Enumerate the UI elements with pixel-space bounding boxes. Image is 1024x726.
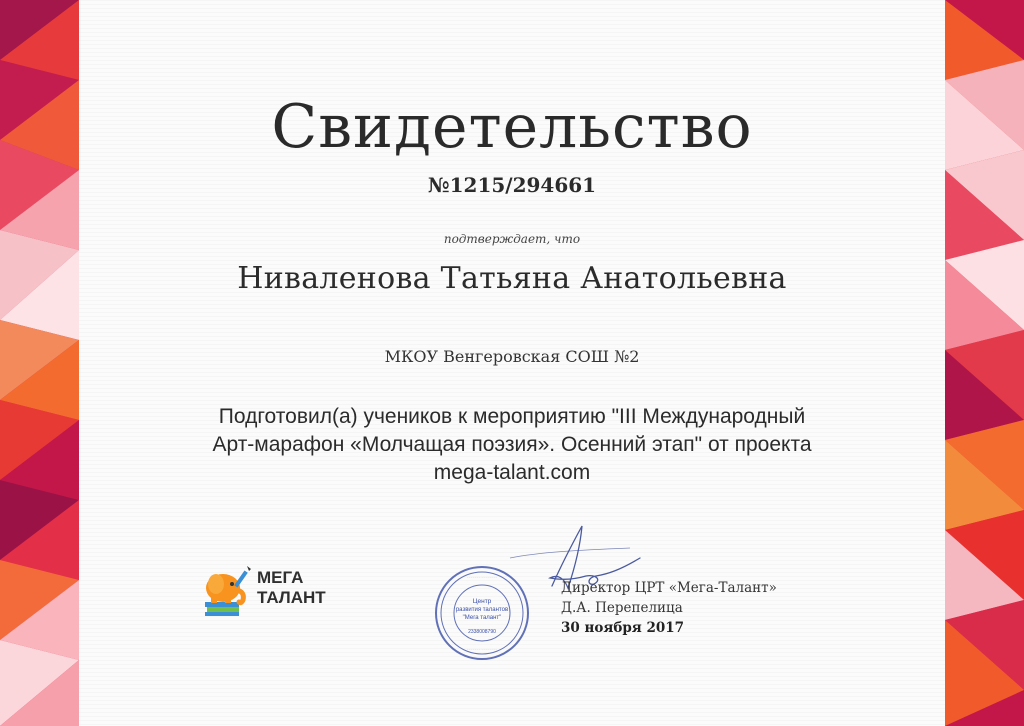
right-decorative-border (945, 0, 1024, 726)
achievement-description (179, 403, 845, 487)
signatory-name: Д.А. Перепелица (561, 600, 683, 616)
recipient-name: Ниваленова Татьяна Анатольевна (237, 261, 787, 296)
svg-text:· · · · · · · · · · · · · · ·: · · · · · · · · · · · · · · · (467, 576, 497, 580)
certificate-number: №1215/294661 (427, 173, 597, 197)
confirms-text: подтверждает, что (443, 232, 581, 246)
school-name: МКОУ Венгеровская СОШ №2 (384, 347, 640, 366)
left-decorative-border (0, 0, 79, 726)
description-line: Подготовил(а) учеников к мероприятию "III Международный (218, 405, 806, 428)
logo-line: МЕГА (257, 568, 304, 587)
issue-date: 30 ноября 2017 (561, 620, 685, 636)
logo-line: ТАЛАНТ (257, 588, 326, 607)
stamp-text: Центр (472, 598, 492, 605)
description-line: Арт-марафон «Молчащая поэзия». Осенний этап" от проекта (212, 433, 812, 456)
svg-text:· · · · · · · · · · · · · · ·: · · · · · · · · · · · · · · · (467, 648, 497, 652)
mega-talant-logo (199, 560, 339, 620)
stamp-text: развития талантов (455, 607, 509, 613)
description-line: mega-talant.com (433, 461, 591, 484)
logo-text (257, 568, 326, 608)
stamp-text: 2338008790 (468, 629, 496, 635)
signatory-position: Директор ЦРТ «Мега-Талант» (561, 580, 777, 596)
elephant-icon (199, 562, 257, 618)
signatory-block (561, 578, 777, 638)
certificate-title: Свидетельство (271, 92, 753, 162)
stamp-text: "Мега талант" (462, 615, 502, 621)
